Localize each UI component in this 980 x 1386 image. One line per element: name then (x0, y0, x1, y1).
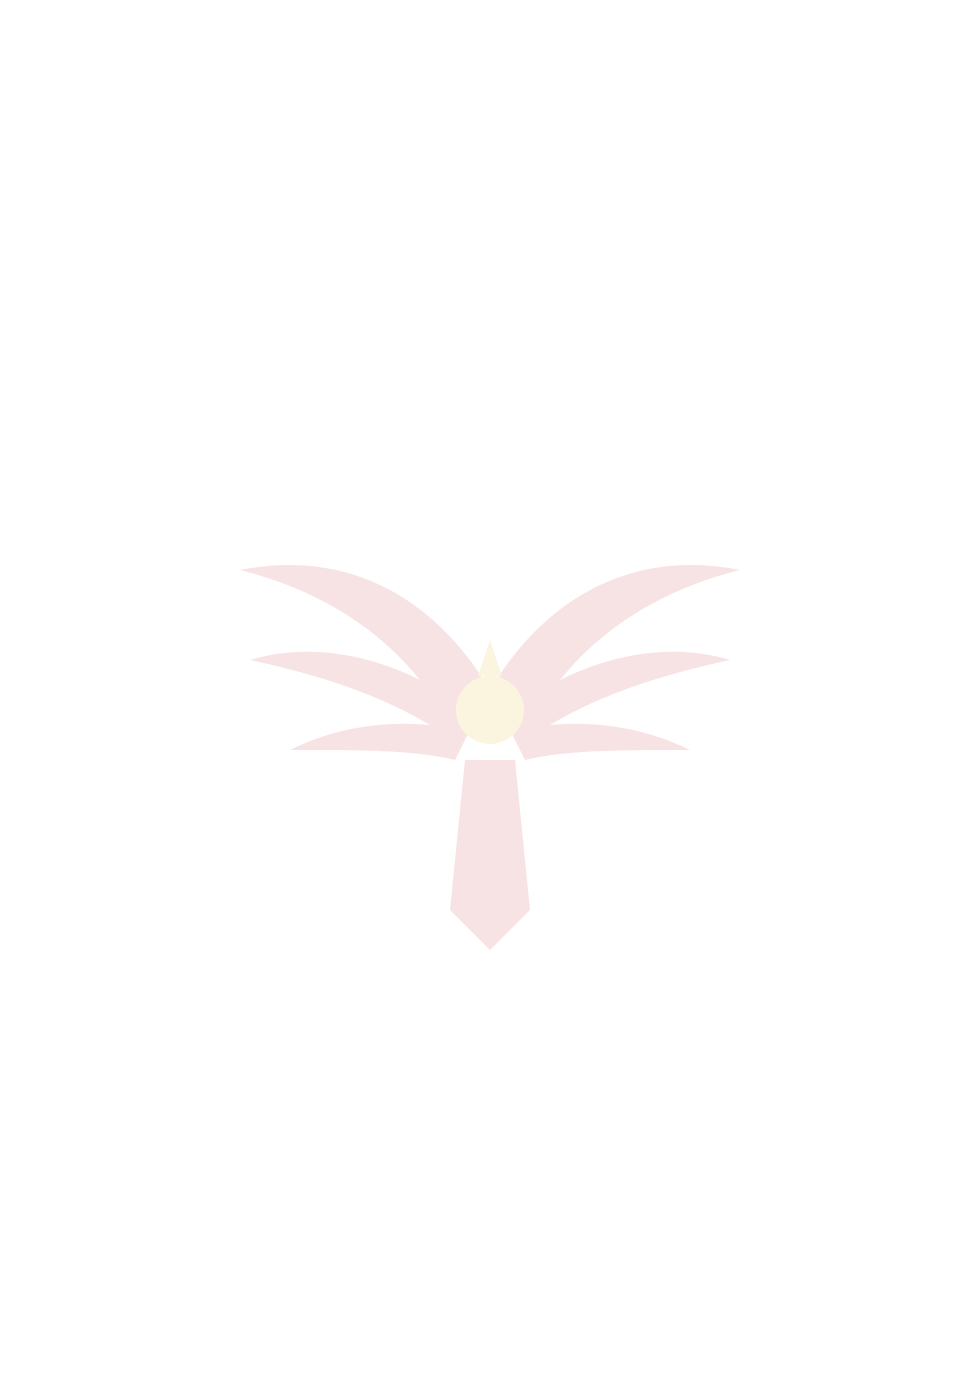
winged-emblem-icon (230, 440, 750, 960)
document-body (88, 62, 894, 90)
